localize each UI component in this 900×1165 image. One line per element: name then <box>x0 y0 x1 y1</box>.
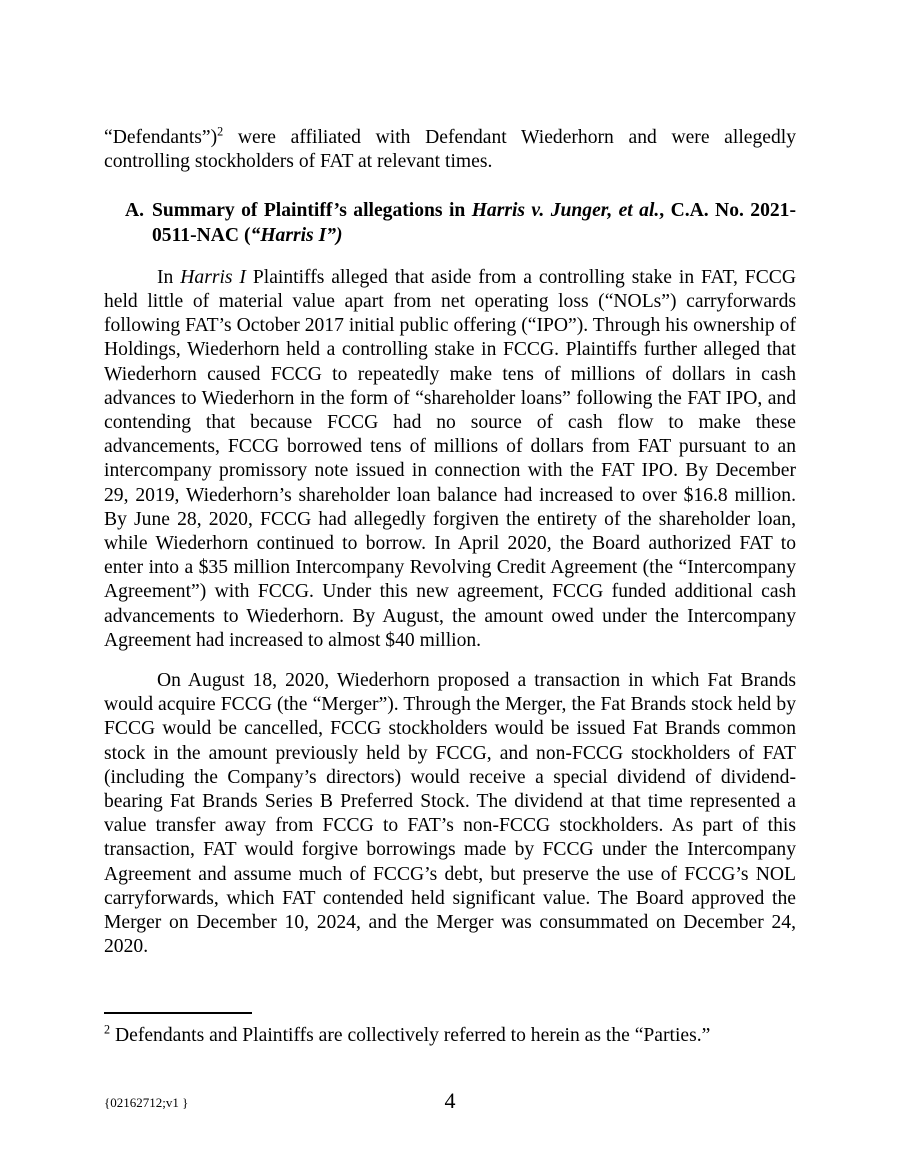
section-heading-text: Summary of Plaintiff’s allegations in Harris v. Junger, et al., C.A. No. 2021-0511-NAC (“Harris I”) <box>152 200 797 246</box>
footnote-area <box>104 1012 796 1048</box>
page-number: 4 <box>444 1088 456 1113</box>
paragraph-harris-allegations: In Harris I Plaintiffs alleged that aside from a controlling stake in FAT, FCCG held little of material value apart from net operating loss (“NOLs”) carryforwards following FAT’s October 2017 initial public offering (“IPO”). Through his ownership of Holdings, Wiederhorn held a controlling stake in FCCG. Plaintiffs further alleged that Wiederhorn caused FCCG to repeatedly make tens of millions of dollars in cash advances to Wiederhorn in the form of “shareholder loans” following the FAT IPO, and contending that because FCCG had no source of cash flow to make these advancements, FCCG borrowed tens of millions of dollars from FAT pursuant to an intercompany promissory note issued in connection with the FAT IPO. By December 29, 2019, Wiederhorn’s shareholder loan balance had increased to over $16.8 million. By June 28, 2020, FCCG had allegedly forgiven the entirety of the shareholder loan, while Wiederhorn continued to borrow. In April 2020, the Board authorized FAT to enter into a $35 million Intercompany Revolving Credit Agreement (the “Intercompany Agreement”) with FCCG. Under this new agreement, FCCG funded additional cash advancements to Wiederhorn. By August, the amount owed under the Intercompany Agreement had increased to almost $40 million. <box>104 266 796 651</box>
footnote-separator-rule <box>104 1012 252 1014</box>
section-heading-label: A. <box>125 200 145 222</box>
paragraph-merger: On August 18, 2020, Wiederhorn proposed a transaction in which Fat Brands would acquire FCCG (the “Merger”). Through the Merger, the Fat Brands stock held by FCCG would be cancelled, FCCG stockholders would be issued Fat Brands common stock in the amount previously held by FCCG, and non-FCCG stockholders of FAT (including the Company’s directors) would receive a special dividend of dividend-bearing Fat Brands Series B Preferred Stock. The dividend at that time represented a value transfer away from FCCG to FAT’s non-FCCG stockholders. As part of this transaction, FAT would forgive borrowings made by FCCG under the Intercompany Agreement and assume much of FCCG’s debt, but preserve the use of FCCG’s NOL carryforwards, which FAT contended held significant value. The Board approved the Merger on December 10, 2024, and the Merger was consummated on December 24, 2020. <box>104 670 796 958</box>
intro-paragraph: “Defendants”)$^2$ were affiliated with Defendant Wiederhorn and were allegedly controlling stockholders of FAT at relevant times. <box>104 124 796 173</box>
body-text-block <box>104 126 796 960</box>
section-heading-a <box>125 199 796 247</box>
footnote-2: $^2$ Defendants and Plaintiffs are collectively referred to herein as the “Parties.” <box>104 1022 711 1046</box>
document-control-stamp: {02162712;v1 } <box>104 1095 189 1110</box>
